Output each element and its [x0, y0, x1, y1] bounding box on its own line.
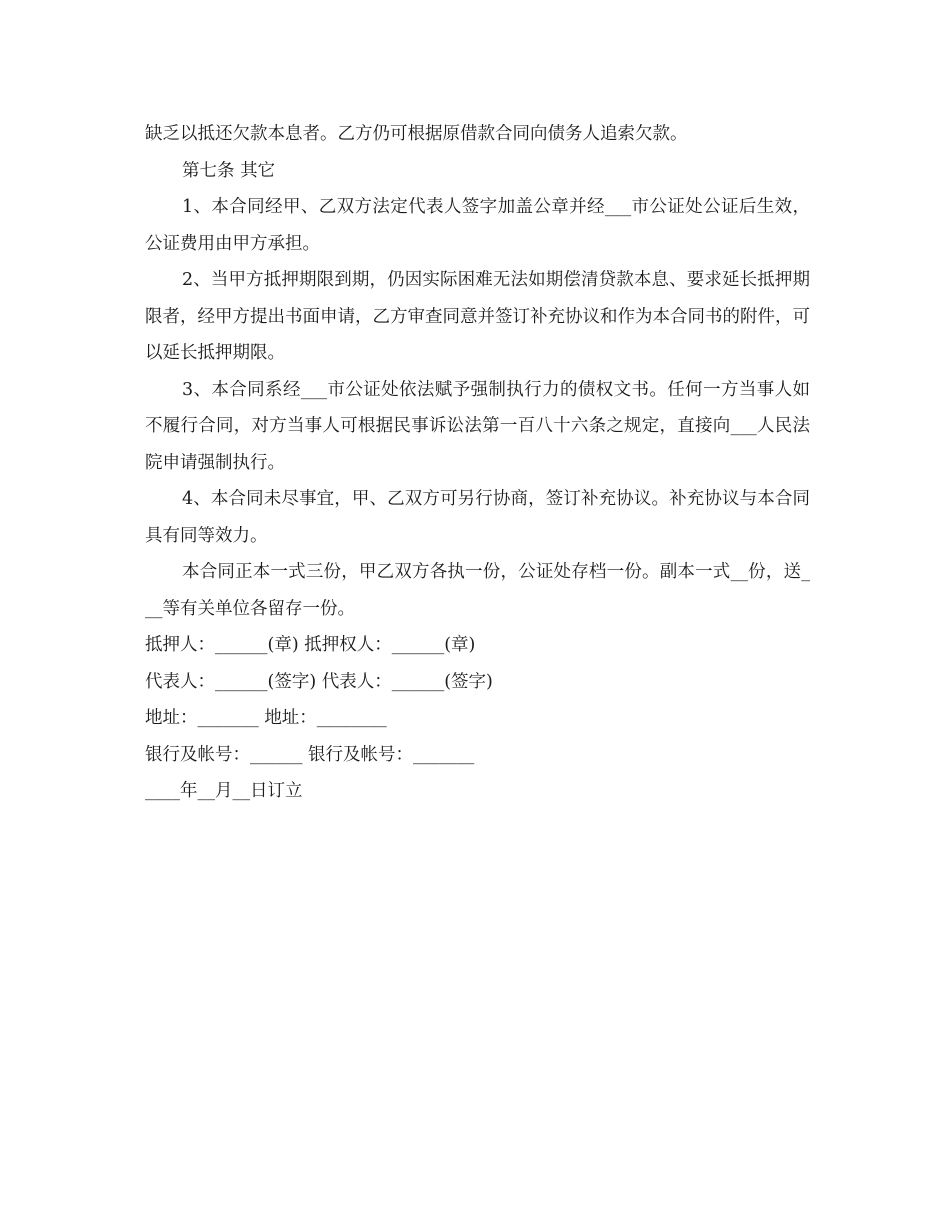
- document-body: [145, 116, 810, 810]
- signature-line-mortgagor: 抵押人：______(章) 抵押权人：______(章): [145, 635, 476, 655]
- signature-line-bank-account: 银行及帐号：______ 银行及帐号：_______: [145, 744, 475, 765]
- signature-line-representative: 代表人：______(签字) 代表人：______(签字): [145, 671, 493, 692]
- clause-4: 4、本合同未尽事宜，甲、乙双方可另行协商，签订补充协议。补充协议与本合同具有同等效力。: [145, 489, 810, 546]
- copies-paragraph: 本合同正本一式三份，甲乙双方各执一份，公证处存档一份。副本一式__份，送___等有关单位各留存一份。: [145, 562, 810, 619]
- clause-2: 2、当甲方抵押期限到期，仍因实际困难无法如期偿清贷款本息、要求延长抵押期限者，经甲方提出书面申请，乙方审查同意并签订补充协议和作为本合同书的附件，可以延长抵押期限。: [145, 270, 810, 363]
- signature-line-date: ____年__月__日订立: [145, 781, 303, 801]
- clause-1: 1、本合同经甲、乙双方法定代表人签字加盖公章并经___市公证处公证后生效，公证费用由甲方承担。: [145, 197, 810, 254]
- article-seven-heading: 第七条 其它: [182, 160, 276, 181]
- paragraph-continuation: 缺乏以抵还欠款本息者。乙方仍可根据原借款合同向债务人追索欠款。: [145, 124, 688, 144]
- signature-line-address: 地址：_______ 地址：________: [145, 708, 387, 728]
- clause-3: 3、本合同系经___市公证处依法赋予强制执行力的债权文书。任何一方当事人如不履行合同，对方当事人可根据民事诉讼法第一百八十六条之规定，直接向___人民法院申请强制执行。: [145, 379, 810, 473]
